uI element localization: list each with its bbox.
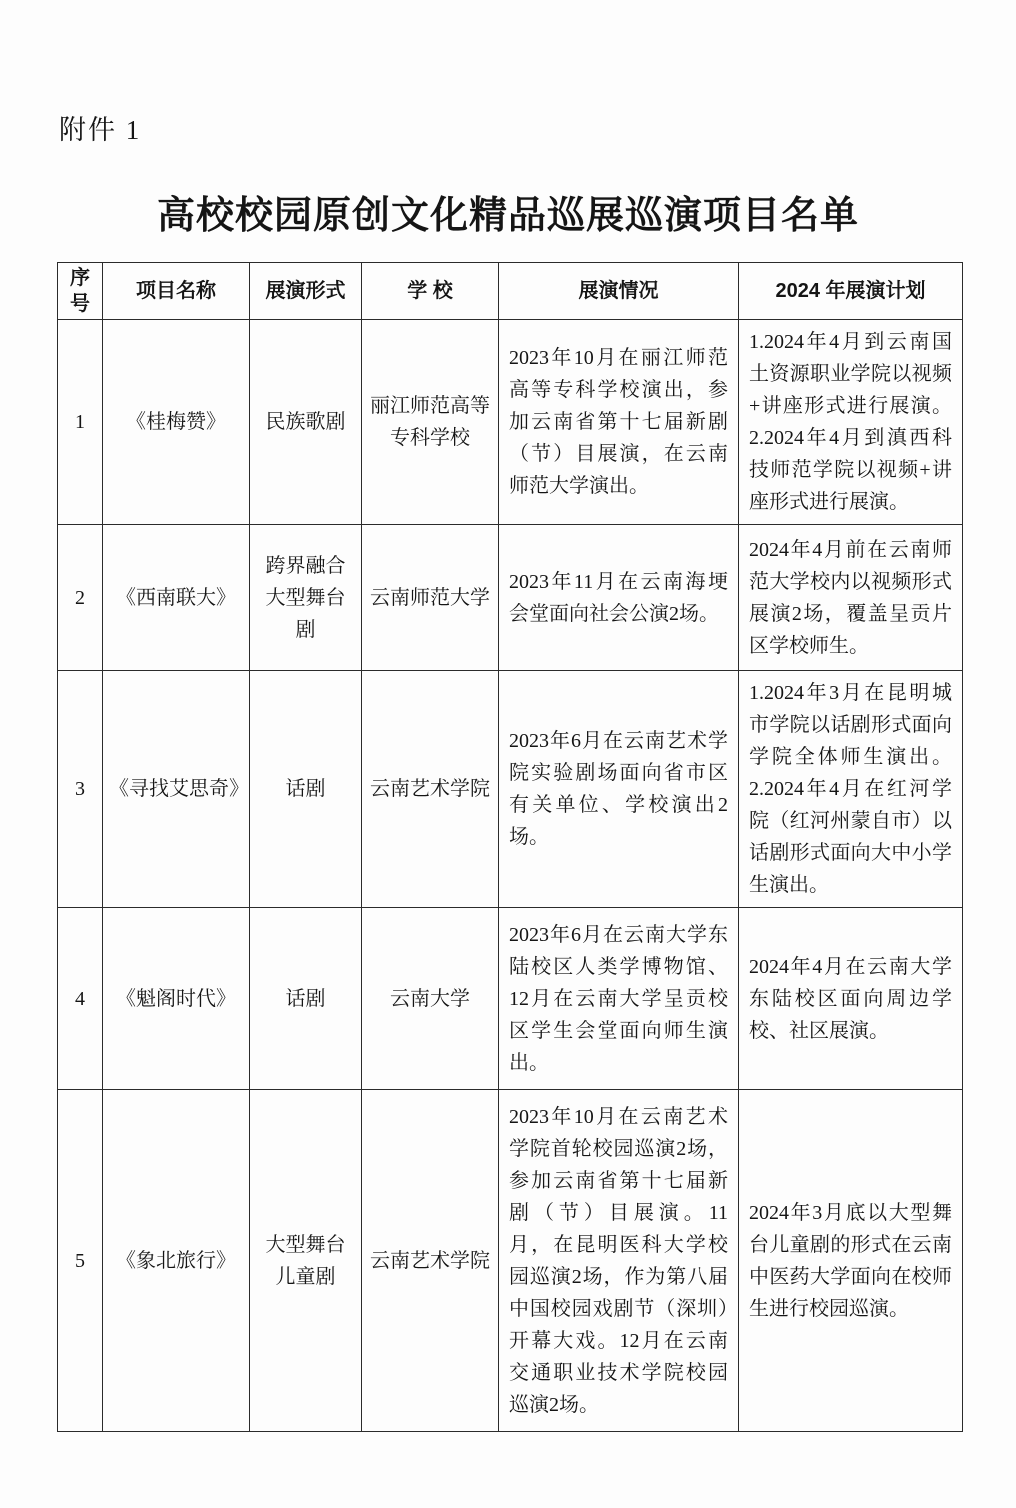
cell-performance-form: 话剧 [250,671,362,908]
cell-serial-number: 4 [58,908,103,1090]
cell-performance-status: 2023年11月在云南海埂会堂面向社会公演2场。 [499,525,739,671]
cell-school: 丽江师范高等专科学校 [362,320,499,525]
table-row [58,671,963,908]
cell-performance-status: 2023年6月在云南大学东陆校区人类学博物馆、12月在云南大学呈贡校区学生会堂面向师生演出。 [499,908,739,1090]
cell-school: 云南大学 [362,908,499,1090]
table-row [58,525,963,671]
cell-performance-status: 2023年6月在云南艺术学院实验剧场面向省市区有关单位、学校演出2场。 [499,671,739,908]
header-performance-status: 展演情况 [499,263,739,320]
cell-2024-plan: 1.2024年3月在昆明城市学院以话剧形式面向学院全体师生演出。2.2024年4月在红河学院（红河州蒙自市）以话剧形式面向大中小学生演出。 [739,671,963,908]
cell-performance-form: 跨界融合大型舞台剧 [250,525,362,671]
table-row [58,1090,963,1432]
project-roster-table [57,262,963,1432]
header-performance-form: 展演形式 [250,263,362,320]
cell-project-name: 《魁阁时代》 [103,908,250,1090]
cell-school: 云南艺术学院 [362,671,499,908]
cell-school: 云南艺术学院 [362,1090,499,1432]
cell-project-name: 《西南联大》 [103,525,250,671]
header-project-name: 项目名称 [103,263,250,320]
cell-serial-number: 5 [58,1090,103,1432]
cell-project-name: 《象北旅行》 [103,1090,250,1432]
table-row [58,320,963,525]
table-header-row [58,263,963,320]
cell-project-name: 《寻找艾思奇》 [103,671,250,908]
header-2024-plan: 2024 年展演计划 [739,263,963,320]
header-school: 学 校 [362,263,499,320]
cell-2024-plan: 2024年3月底以大型舞台儿童剧的形式在云南中医药大学面向在校师生进行校园巡演。 [739,1090,963,1432]
table-row [58,908,963,1090]
cell-2024-plan: 2024年4月在云南大学东陆校区面向周边学校、社区展演。 [739,908,963,1090]
cell-performance-form: 大型舞台儿童剧 [250,1090,362,1432]
cell-serial-number: 3 [58,671,103,908]
cell-2024-plan: 1.2024年4月到云南国土资源职业学院以视频+讲座形式进行展演。2.2024年4月到滇西科技师范学院以视频+讲座形式进行展演。 [739,320,963,525]
cell-2024-plan: 2024年4月前在云南师范大学校内以视频形式展演2场，覆盖呈贡片区学校师生。 [739,525,963,671]
cell-performance-status: 2023年10月在丽江师范高等专科学校演出，参加云南省第十七届新剧（节）目展演，在云南师范大学演出。 [499,320,739,525]
cell-performance-form: 民族歌剧 [250,320,362,525]
cell-project-name: 《桂梅赞》 [103,320,250,525]
page-title: 高校校园原创文化精品巡展巡演项目名单 [156,195,859,237]
cell-performance-status: 2023年10月在云南艺术学院首轮校园巡演2场，参加云南省第十七届新剧（节）目展演。11月，在昆明医科大学校园巡演2场，作为第八届中国校园戏剧节（深圳）开幕大戏。12月在云南交通职业技术学院校园巡演2场。 [499,1090,739,1432]
attachment-label: 附件 1 [59,115,142,145]
header-serial-number: 序号 [58,263,103,320]
cell-performance-form: 话剧 [250,908,362,1090]
cell-school: 云南师范大学 [362,525,499,671]
cell-serial-number: 2 [58,525,103,671]
cell-serial-number: 1 [58,320,103,525]
